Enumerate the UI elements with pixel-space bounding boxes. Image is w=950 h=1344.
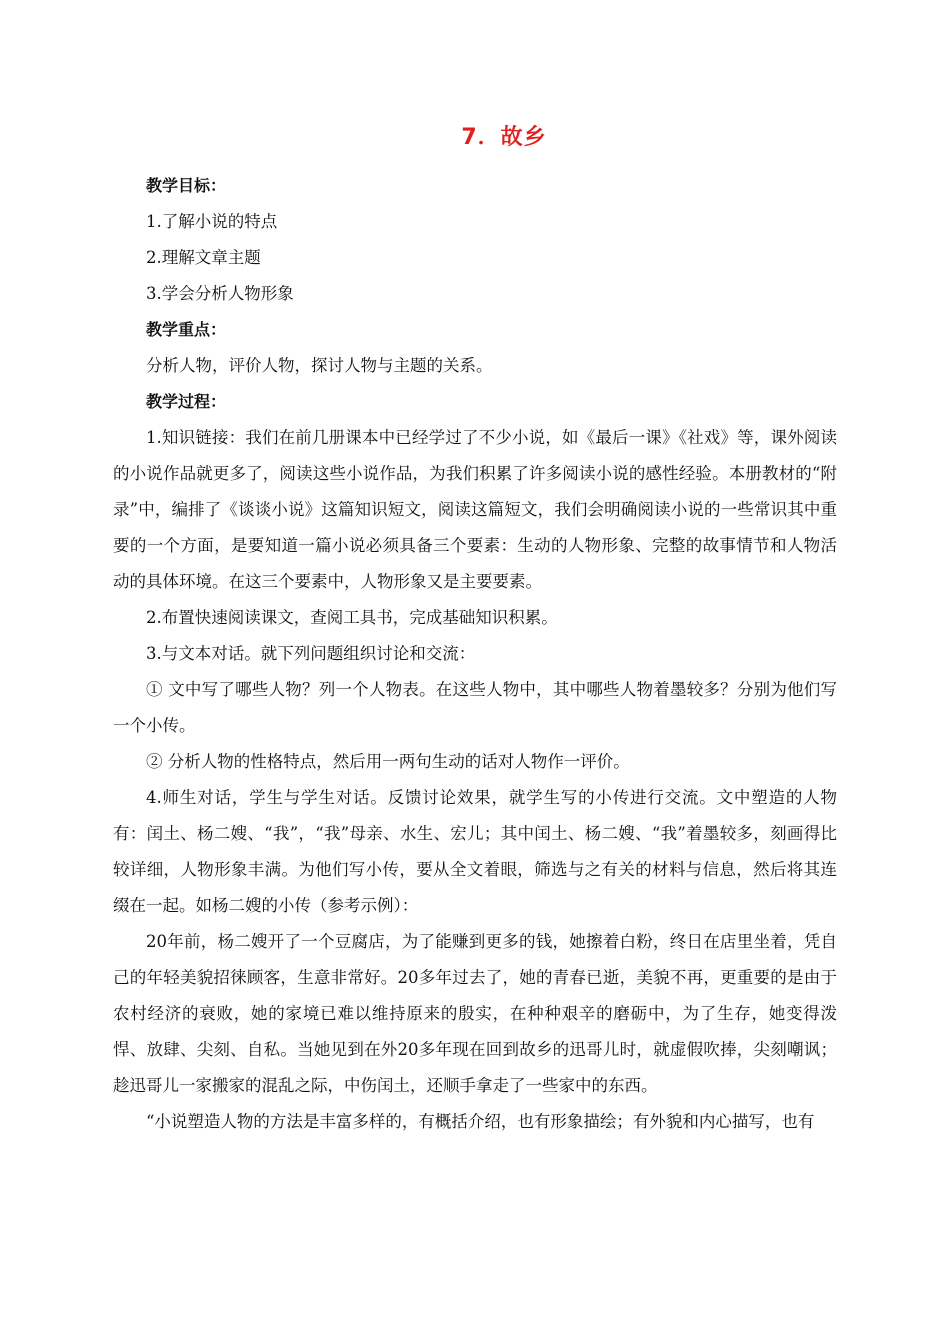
process-paragraph: “小说塑造人物的方法是丰富多样的，有概括介绍，也有形象描绘；有外貌和内心描写，也有 bbox=[146, 1112, 815, 1131]
example-biography: 20年前，杨二嫂开了一个豆腐店，为了能赚到更多的钱，她擦着白粉，终日在店里坐着，凭自己的年轻美貌招徕顾客，生意非常好。20多年过去了，她的青春已逝，美貌不再，更重要的是由于农村经济的衰败，她的家境已难以维持原来的殷实，在种种艰辛的磨砺中，为了生存，她变得泼悍、放肆、尖刻、自私。当她见到在外20多年现在回到故乡的迅哥儿时，就虚假吹捧，尖刻嘲讽；趁迅哥儿一家搬家的混乱之际，中伤闰土，还顺手拿走了一些家中的东西。 bbox=[113, 932, 837, 1095]
section-heading-key-points: 教学重点： bbox=[146, 320, 227, 339]
document-title: 7．故乡 bbox=[461, 125, 547, 150]
section-heading-objectives: 教学目标： bbox=[146, 176, 227, 195]
section-heading-process: 教学过程： bbox=[146, 392, 227, 411]
process-paragraph: 1.知识链接：我们在前几册课本中已经学过了不少小说，如《最后一课》《社戏》等，课外阅读的小说作品就更多了，阅读这些小说作品，为我们积累了许多阅读小说的感性经验。本册教材的“附录”中，编排了《谈谈小说》这篇知识短文，阅读这篇短文，我们会明确阅读小说的一些常识其中重要的一个方面，是要知道一篇小说必须具备三个要素：生动的人物形象、完整的故事情节和人物活动的具体环境。在这三个要素中，人物形象又是主要要素。 bbox=[113, 428, 837, 591]
process-paragraph: 4.师生对话，学生与学生对话。反馈讨论效果，就学生写的小传进行交流。文中塑造的人物有：闰土、杨二嫂、“我”，“我”母亲、水生、宏儿；其中闰土、杨二嫂、“我”着墨较多，刻画得比较详细，人物形象丰满。为他们写小传，要从全文着眼，筛选与之有关的材料与信息，然后将其连缀在一起。如杨二嫂的小传（参考示例）： bbox=[113, 788, 837, 915]
process-paragraph: 3.与文本对话。就下列问题组织讨论和交流： bbox=[146, 644, 476, 663]
objective-item: 1.了解小说的特点 bbox=[146, 212, 278, 231]
discussion-question: ② 分析人物的性格特点，然后用一两句生动的话对人物作一评价。 bbox=[146, 752, 630, 771]
key-point-paragraph: 分析人物，评价人物，探讨人物与主题的关系。 bbox=[146, 356, 493, 375]
discussion-question: ① 文中写了哪些人物？列一个人物表。在这些人物中，其中哪些人物着墨较多？分别为他们写一个小传。 bbox=[113, 680, 837, 735]
process-paragraph: 2.布置快速阅读课文，查阅工具书，完成基础知识积累。 bbox=[146, 608, 558, 627]
objective-item: 2.理解文章主题 bbox=[146, 248, 261, 267]
objective-item: 3.学会分析人物形象 bbox=[146, 284, 294, 303]
